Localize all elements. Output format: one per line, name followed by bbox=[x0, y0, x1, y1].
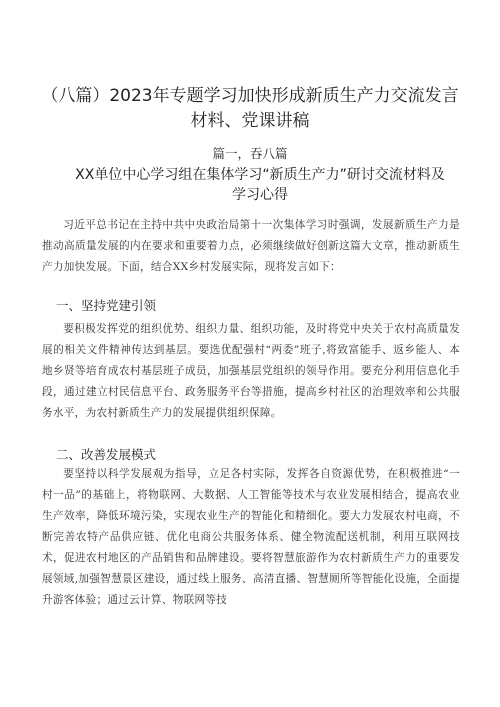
section-heading-1: 一、坚持党建引领 bbox=[56, 298, 157, 313]
paragraph-development-model: 要坚持以科学发展观为指导，立足各村实际，发挥各自资源优势，在积极推进“一村一品”的基础上，将物联网、大数据、人工智能等技术与农业发展相结合，提高农业生产效率，降低环境污染，实现农业生产的智能化和精细化。要大力发展农村电商，不断完善农特产品供应链、优化电商公共服务体系、健全物流配送机制，利用互联网技术，促进农村地区的产品销售和品牌建设。要将智慧旅游作为农村新质生产力的重要发展领域,加强智慧景区建设，通过线上服务、高清直播、智慧厕所等智能化设施，全面提升游客体验；通过云计算、物联网等技 bbox=[42, 468, 460, 606]
intro-paragraph: 习近平总书记在主持中共中央政治局第十一次集体学习时强调，发展新质生产力是推动高质量发展的内在要求和重要着力点，必须继续做好创新这篇大文章，推动新质生产力加快发展。下面，结合XX乡村发展实际，现将发言如下： bbox=[42, 219, 460, 273]
document-title: （八篇）2023年专题学习加快形成新质生产力交流发言材料、党课讲稿 bbox=[41, 86, 459, 131]
paragraph-party-building: 要积极发挥党的组织优势、组织力量、组织功能，及时将党中央关于农村高质量发展的相关文件精神传达到基层。要选优配强村“两委”班子,将致富能手、返乡能人、本地乡贤等培育成农村基层班子成员，加强基层党组织的领导作用。要充分利用信息化手段，通过建立村民信息平台、政务服务平台等措施，提高乡村社区的治理效率和公共服务水平，为农村新质生产力的发展提供组织保障。 bbox=[42, 323, 460, 419]
section-label: 篇一，吞八篇 bbox=[212, 146, 288, 161]
article-title: XX单位中心学习组在集体学习“新质生产力”研讨交流材料及学习心得 bbox=[75, 167, 445, 203]
section-heading-2: 二、改善发展模式 bbox=[56, 447, 157, 462]
